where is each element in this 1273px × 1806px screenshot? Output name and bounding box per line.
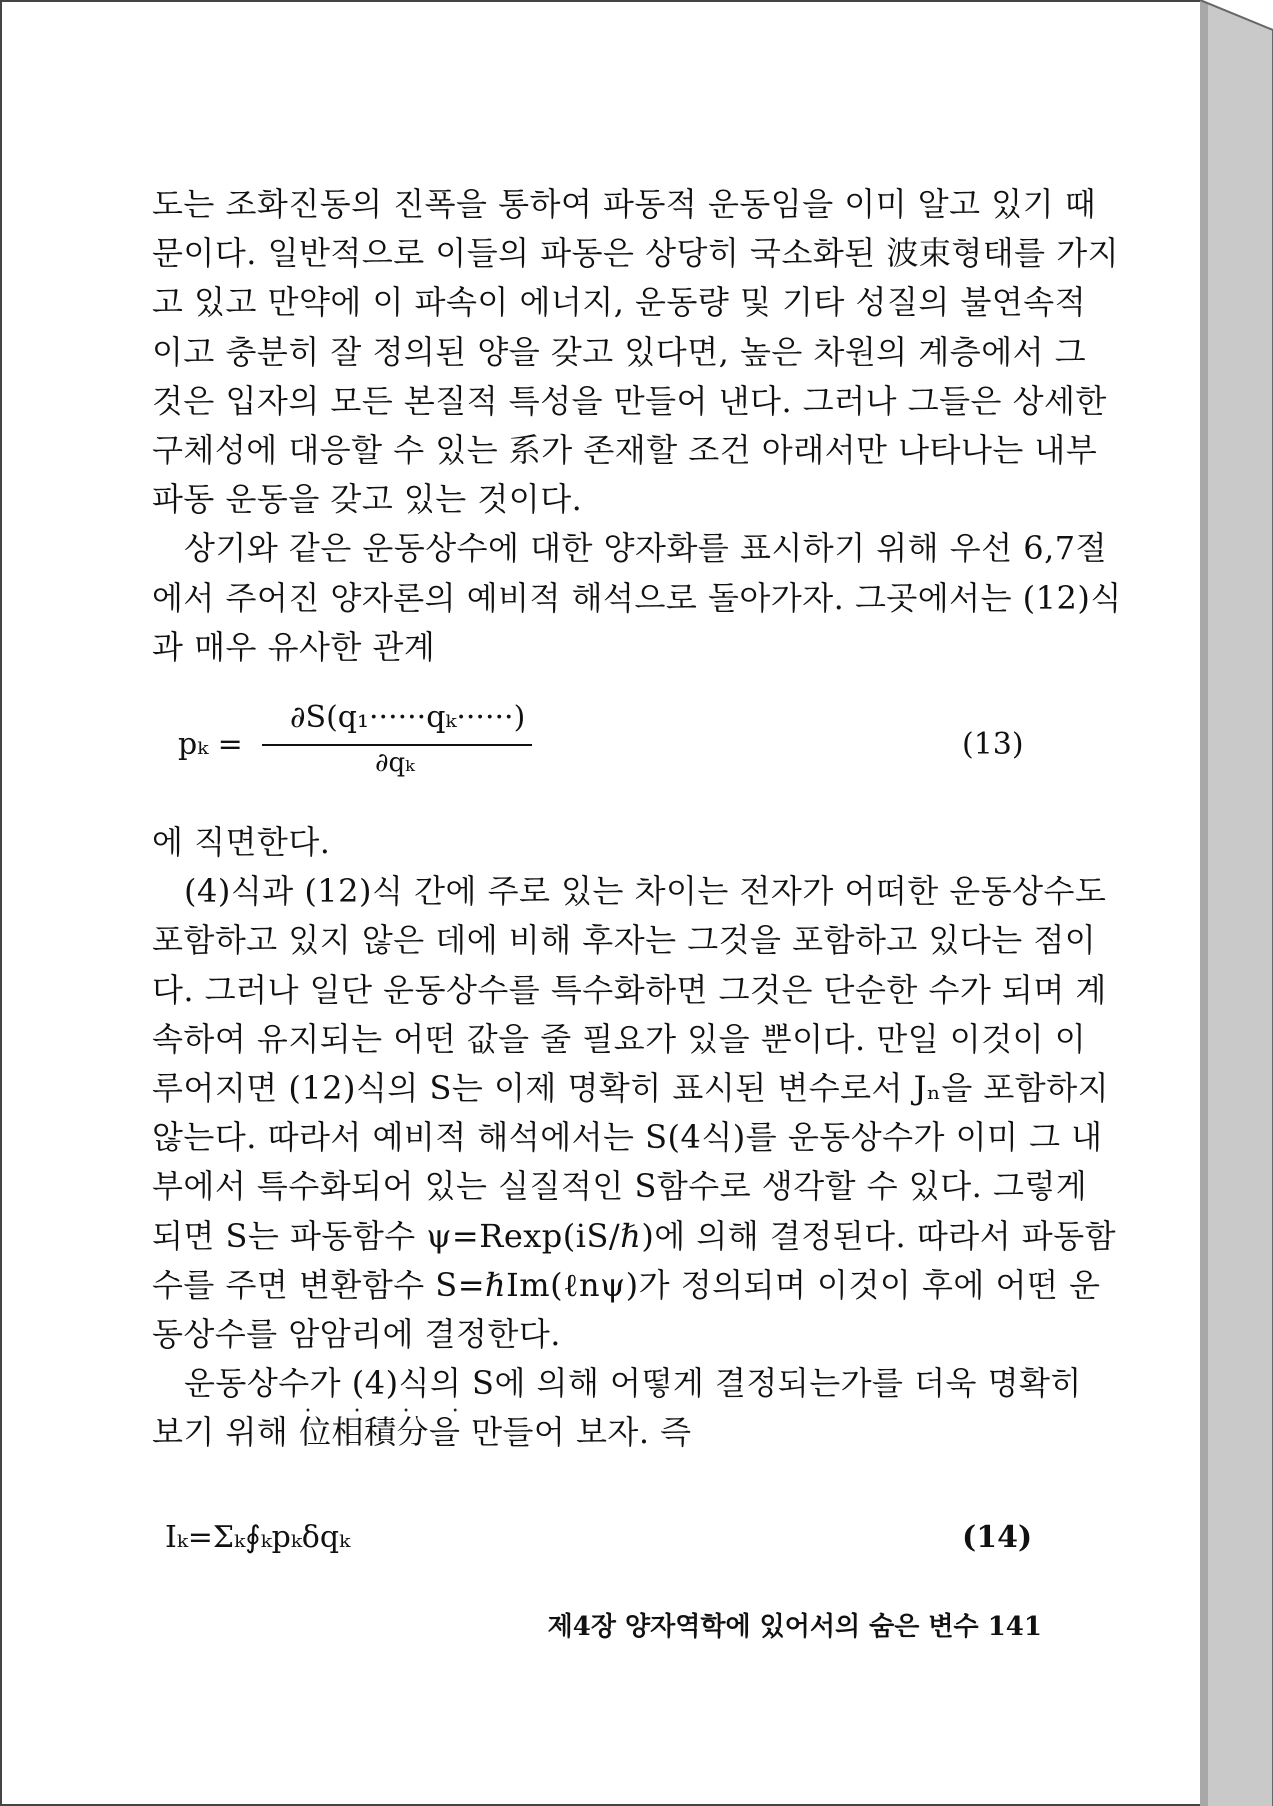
- page-content-2: [152, 818, 1117, 1457]
- text-line: 포함하고 있지 않은 데에 비해 후자는 그것을 포함하고 있다는 점이: [152, 921, 1097, 960]
- eq14-expression: Iₖ=Σₖ∮ₖpₖδqₖ: [165, 1520, 351, 1555]
- text-line: 않는다. 따라서 예비적 해석에서는 S(4식)를 운동상수가 이미 그 내: [152, 1118, 1103, 1157]
- text-line: 것은 입자의 모든 본질적 특성을 만들어 낸다. 그러나 그들은 상세한: [152, 381, 1107, 420]
- emphasized-term: • • • • 位相積分: [299, 1413, 429, 1451]
- eq13-lhs: pₖ =: [178, 727, 243, 762]
- text-line: 되면 S는 파동함수 ψ=Rexp(iS/ℏ)에 의해 결정된다. 따라서 파동함: [152, 1216, 1117, 1255]
- text-line: 에서 주어진 양자론의 예비적 해석으로 돌아가자. 그곳에서는 (12)식: [152, 578, 1122, 617]
- text-line: 파동 운동을 갖고 있는 것이다.: [152, 480, 583, 519]
- text-line: 도는 조화진동의 진폭을 통하여 파동적 운동임을 이미 알고 있기 때: [152, 185, 1097, 223]
- text-span: 보기 위해: [152, 1413, 299, 1452]
- text-line: 운동상수가 (4)식의 S에 의해 어떻게 결정되는가를 더욱 명확히: [184, 1364, 1082, 1403]
- page-number: 141: [987, 1612, 1042, 1642]
- text-line: 속하여 유지되는 어떤 값을 줄 필요가 있을 뿐이다. 만일 이것이 이: [152, 1019, 1087, 1058]
- text-line: 루어지면 (12)식의 S는 이제 명확히 표시된 변수로서 Jₙ을 포함하지: [152, 1068, 1110, 1107]
- text-line: 과 매우 유사한 관계: [152, 627, 436, 666]
- eq13-numerator: ∂S(q₁······qₖ······): [290, 700, 526, 735]
- eq13-denominator: ∂qₖ: [375, 748, 415, 778]
- fraction-bar: [262, 744, 532, 746]
- text-line: 상기와 같은 운동상수에 대한 양자화를 표시하기 위해 우선 6,7절: [184, 529, 1108, 568]
- text-span: 을 만들어 보자. 즉: [429, 1413, 692, 1452]
- eq13-number: (13): [962, 727, 1024, 762]
- running-head: 제4장 양자역학에 있어서의 숨은 변수: [547, 1612, 979, 1642]
- text-line: [152, 1408, 1052, 1457]
- text-line: 문이다. 일반적으로 이들의 파동은 상당히 국소화된 波束형태를 가지: [152, 234, 1120, 273]
- book-edge: [1200, 0, 1273, 1806]
- text-line: 이고 충분히 잘 정의된 양을 갖고 있다면, 높은 차원의 계층에서 그: [152, 332, 1087, 371]
- page-content: [152, 180, 1122, 672]
- text-line: 수를 주면 변환함수 S=ℏIm(ℓnψ)가 정의되며 이것이 후에 어떤 운: [152, 1265, 1101, 1304]
- text-line: (4)식과 (12)식 간에 주로 있는 차이는 전자가 어떠한 운동상수도: [184, 872, 1107, 911]
- running-footer: [542, 1606, 1042, 1643]
- text-line: 고 있고 만약에 이 파속이 에너지, 운동량 및 기타 성질의 불연속적: [152, 283, 1087, 322]
- text-line: 구체성에 대응할 수 있는 系가 존재할 조건 아래서만 나타나는 내부: [152, 430, 1098, 469]
- eq14-number: (14): [962, 1520, 1033, 1555]
- text-line: 다. 그러나 일단 운동상수를 특수화하면 그것은 단순한 수가 되며 계: [152, 970, 1107, 1009]
- text-line: 에 직면한다.: [152, 823, 331, 861]
- text-line: 동상수를 암암리에 결정한다.: [152, 1314, 561, 1353]
- text-line: 부에서 특수화되어 있는 실질적인 S함수로 생각할 수 있다. 그렇게: [152, 1167, 1088, 1206]
